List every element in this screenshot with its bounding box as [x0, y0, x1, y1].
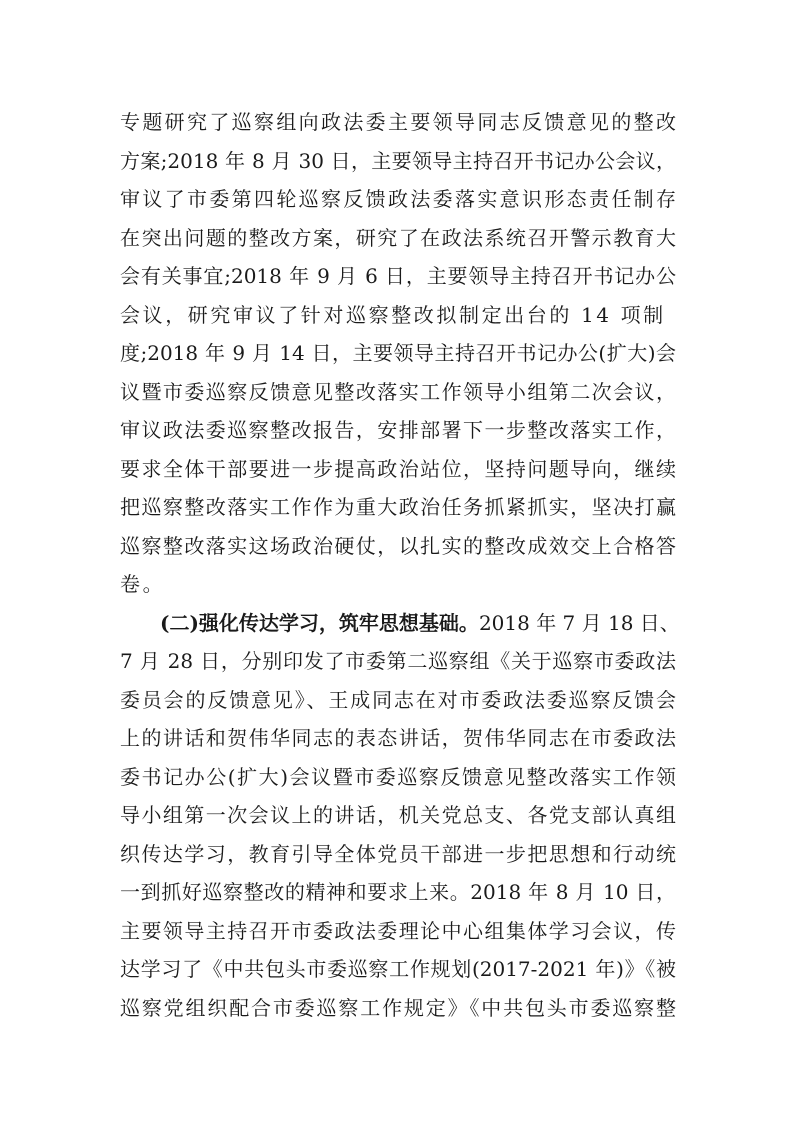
text-line: 在突出问题的整改方案，研究了在政法系统召开警示教育大 [120, 225, 676, 250]
text-line: 7 月 28 日，分别印发了市委第二巡察组《关于巡察市委政法 [120, 649, 676, 673]
document-page [120, 103, 680, 1027]
text-line: 议暨市委巡察反馈意见整改落实工作领导小组第二次会议， [120, 379, 676, 404]
text-line: 要求全体干部要进一步提高政治站位，坚持问题导向，继续 [120, 456, 676, 481]
text-line: 导小组第一次会议上的讲话，机关党总支、各党支部认真组 [120, 803, 676, 827]
text-line: 方案;2018 年 8 月 30 日，主要领导主持召开书记办公会议， [120, 148, 676, 173]
text-line: 度;2018 年 9 月 14 日，主要领导主持召开书记办公(扩大)会 [120, 341, 676, 365]
text-line: 卷。 [120, 572, 166, 596]
text-line: 主要领导主持召开市委政法委理论中心组集体学习会议，传 [120, 918, 676, 943]
section-heading-line [120, 604, 680, 643]
text-line: 织传达学习，教育引导全体党员干部进一步把思想和行动统 [120, 841, 676, 866]
text-line: 达学习了《中共包头市委巡察工作规划(2017-2021 年)》《被 [120, 957, 676, 981]
text-line: 委书记办公(扩大)会议暨市委巡察反馈意见整改落实工作领 [120, 764, 676, 789]
text-line: 会有关事宜;2018 年 9 月 6 日，主要领导主持召开书记办公 [120, 264, 676, 288]
text-line: 会议，研究审议了针对巡察整改拟制定出台的 14 项制 [120, 302, 666, 327]
text-line: 上的讲话和贺伟华同志的表态讲话，贺伟华同志在市委政法 [120, 726, 676, 750]
text-line: 把巡察整改落实工作作为重大政治任务抓紧抓实，坚决打赢 [120, 495, 676, 519]
text-line: 委员会的反馈意见》、王成同志在对市委政法委巡察反馈会 [120, 687, 676, 712]
text-line: 巡察党组织配合市委巡察工作规定》《中共包头市委巡察整 [120, 995, 676, 1020]
paragraph-1 [120, 103, 676, 604]
text-run: 2018 年 7 月 18 日、 [478, 610, 680, 635]
paragraph-2 [120, 604, 680, 1028]
section-heading: (二)强化传达学习，筑牢思想基础。 [160, 610, 479, 635]
text-line: 审议了市委第四轮巡察反馈政法委落实意识形态责任制存 [120, 187, 676, 211]
text-line: 一到抓好巡察整改的精神和要求上来。2018 年 8 月 10 日， [120, 880, 676, 904]
text-line: 巡察整改落实这场政治硬仗，以扎实的整改成效交上合格答 [120, 533, 676, 558]
text-line: 审议政法委巡察整改报告，安排部署下一步整改落实工作， [120, 418, 676, 442]
text-line: 专题研究了巡察组向政法委主要领导同志反馈意见的整改 [120, 110, 676, 134]
